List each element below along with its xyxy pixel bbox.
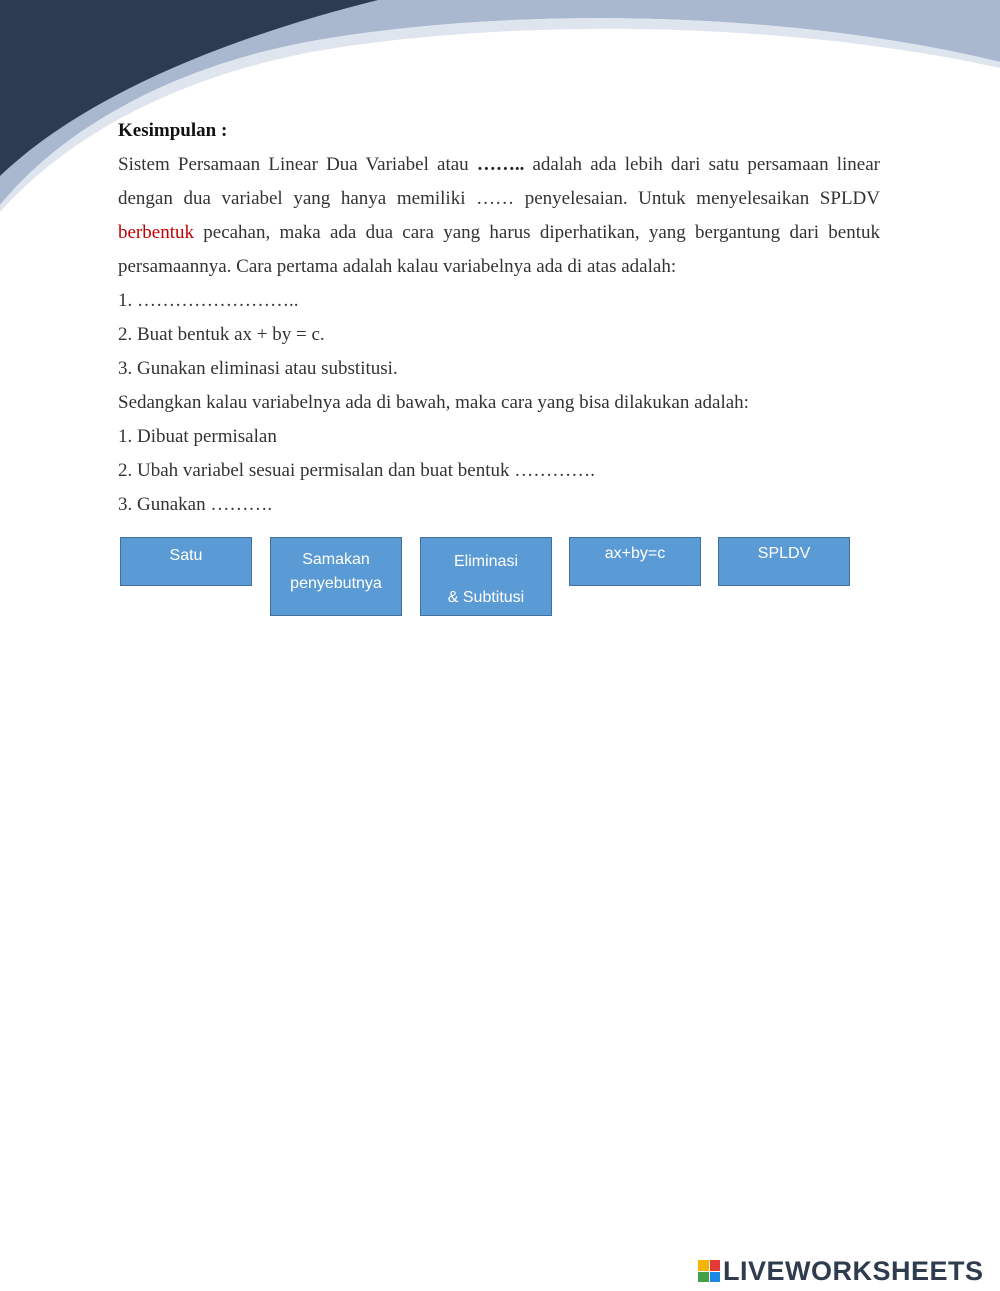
list2-item-1: 1. Dibuat permisalan — [118, 426, 277, 447]
answer-box-satu[interactable] — [120, 537, 252, 586]
paragraph-text: pecahan, maka ada dua cara yang harus diperhatikan, yang bergantung dari bentuk persamaannya. Cara pertama adalah kalau variabelnya ada di atas adalah: — [118, 222, 880, 277]
paragraph-text: adalah ada lebih dari satu persamaan linear dengan dua variabel yang hanya memiliki …… penyelesaian. Untuk menyelesaikan SPLDV — [118, 154, 880, 209]
answer-box-label: Satu — [169, 547, 203, 564]
conclusion-heading: Kesimpulan : — [118, 120, 228, 141]
answer-box-label: SPLDV — [757, 545, 811, 562]
conclusion-paragraph — [118, 148, 880, 284]
list2-item-3: 3. Gunakan ………. — [118, 494, 273, 515]
answer-box-eliminasi-subtitusi[interactable] — [420, 537, 552, 616]
blank-1: …….. — [476, 154, 525, 175]
answer-box-ax-by-c[interactable] — [569, 537, 701, 586]
answer-box-label: & Subtitusi — [447, 589, 525, 606]
answer-box-label: ax+by=c — [604, 545, 666, 562]
conclusion-section — [118, 114, 880, 522]
list2-item-2: 2. Ubah variabel sesuai permisalan dan buat bentuk …………. — [118, 460, 595, 481]
paragraph-text: Sistem Persamaan Linear Dua Variabel atau — [118, 154, 477, 175]
second-case-paragraph: Sedangkan kalau variabelnya ada di bawah, maka cara yang bisa dilakukan adalah: — [118, 392, 749, 413]
highlighted-word: berbentuk — [118, 222, 194, 243]
answer-box-label: Samakan — [302, 551, 370, 568]
list1-item-1: 1. …………………….. — [118, 290, 299, 311]
answer-box-label: penyebutnya — [290, 575, 382, 592]
liveworksheets-logo-text: LIVEWORKSHEETS — [723, 1255, 984, 1286]
list1-item-3: 3. Gunakan eliminasi atau substitusi. — [118, 358, 398, 379]
answer-box-samakan-penyebutnya[interactable] — [270, 537, 402, 616]
liveworksheets-logo-icon — [698, 1260, 720, 1282]
list1-item-2: 2. Buat bentuk ax + by = c. — [118, 324, 325, 345]
liveworksheets-logo — [698, 1256, 984, 1286]
answer-box-label: Eliminasi — [453, 553, 518, 570]
answer-box-spldv[interactable] — [718, 537, 850, 586]
